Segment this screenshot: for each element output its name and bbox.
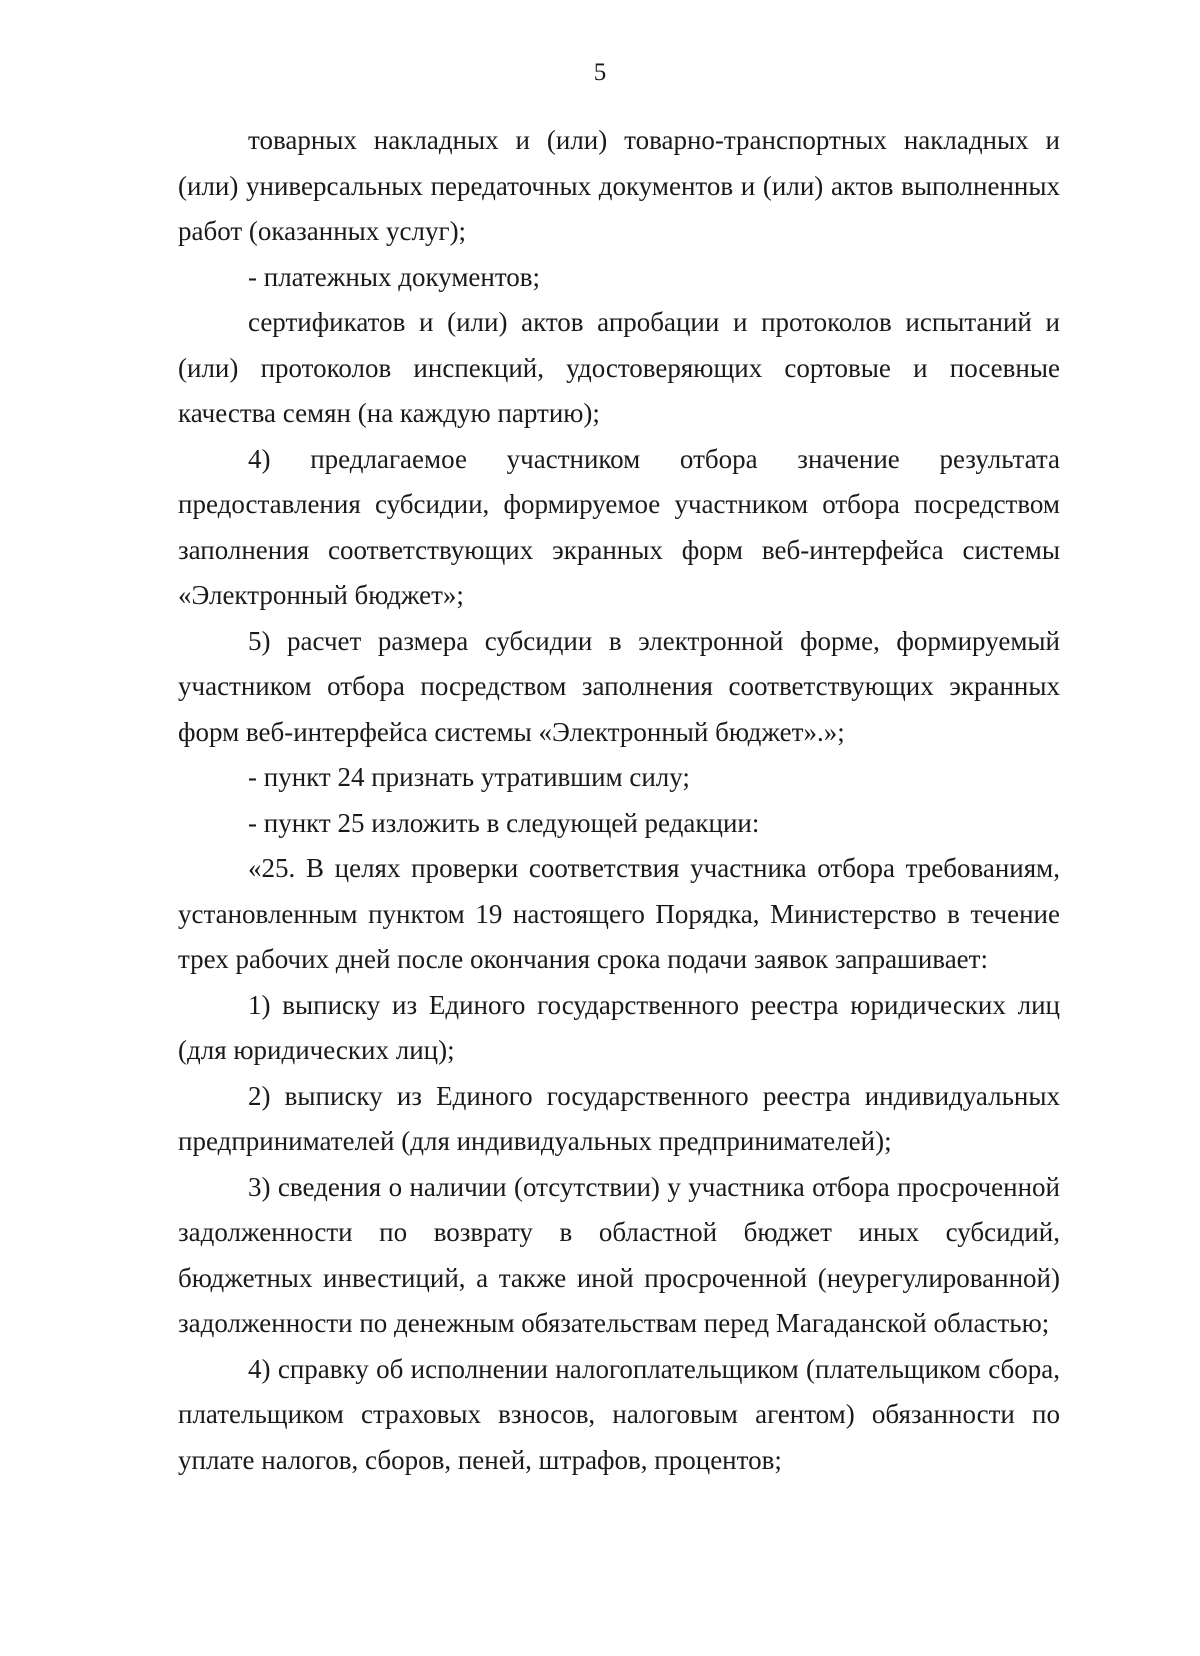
document-body bbox=[178, 118, 1060, 1483]
page-number: 5 bbox=[593, 59, 607, 86]
paragraph-item-4-result-value: 4) предлагаемое участником отбора значение результата предоставления субсидии, формируемое участником отбора посредством заполнения соответствующих экранных форм веб-интерфейса системы «Электронный бюджет»; bbox=[178, 443, 1060, 610]
paragraph-clause-25: «25. В целях проверки соответствия участника отбора требованиям, установленным пунктом 19 настоящего Порядка, Министерство в течение трех рабочих дней после окончания срока подачи заявок запрашивает: bbox=[178, 853, 1060, 974]
paragraph-item-3-debt-info: 3) сведения о наличии (отсутствии) у участника отбора просроченной задолженности по возврату в областной бюджет иных субсидий, бюджетных инвестиций, а также иной просроченной (неурегулированной) задолженности по денежным обязательствам перед Магаданской областью; bbox=[178, 1171, 1060, 1338]
paragraph-item-2-entrepreneurs: 2) выписку из Единого государственного реестра индивидуальных предпринимателей (для индивидуальных предпринимателей); bbox=[178, 1080, 1060, 1156]
paragraph-item-4-tax-certificate: 4) справку об исполнении налогоплательщиком (плательщиком сбора, плательщиком страховых взносов, налоговым агентом) обязанности по уплате налогов, сборов, пеней, штрафов, процентов; bbox=[178, 1353, 1060, 1475]
paragraph-clause-24: - пункт 24 признать утратившим силу; bbox=[248, 762, 690, 792]
paragraph-certificates: сертификатов и (или) актов апробации и протоколов испытаний и (или) протоколов инспекций, удостоверяющих сортовые и посевные качества семян (на каждую партию); bbox=[178, 307, 1060, 428]
paragraph-payment-documents: - платежных документов; bbox=[248, 261, 541, 292]
paragraph-clause-25-intro: - пункт 25 изложить в следующей редакции: bbox=[248, 807, 760, 838]
paragraph-documents-list: товарных накладных и (или) товарно-транспортных накладных и (или) универсальных передаточных документов и (или) актов выполненных работ (оказанных услуг); bbox=[178, 125, 1060, 246]
paragraph-item-1-legal-entities: 1) выписку из Единого государственного реестра юридических лиц (для юридических лиц); bbox=[178, 989, 1060, 1065]
paragraph-item-5-subsidy-calculation: 5) расчет размера субсидии в электронной форме, формируемый участником отбора посредством заполнения соответствующих экранных форм веб-интерфейса системы «Электронный бюджет».»; bbox=[178, 625, 1060, 747]
